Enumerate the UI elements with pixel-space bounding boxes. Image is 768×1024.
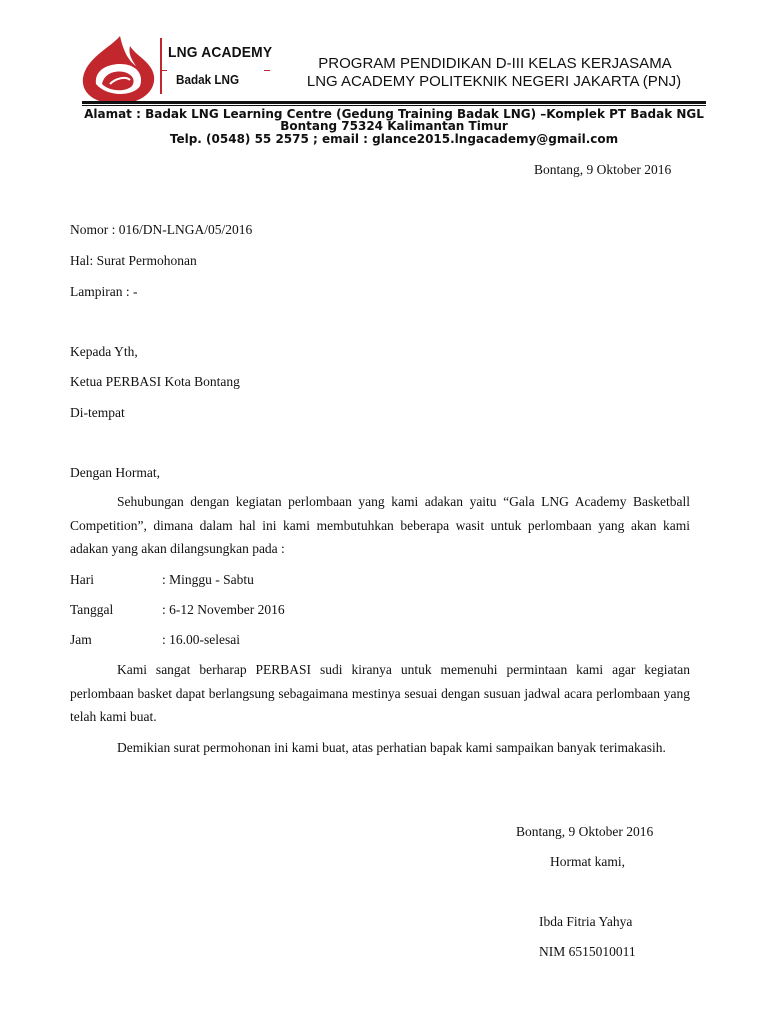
paragraph-request: Kami sangat berharap PERBASI sudi kiranya untuk memenuhi permintaan kami agar kegiatan perlombaan basket dapat berlangsung sebagaimana mestinya sesuai dengan susuan jadwal acara perlombaan yang telah kami buat. bbox=[70, 662, 690, 724]
recipient-greeting: Kepada Yth, bbox=[70, 344, 138, 359]
paragraph-closing: Demikian surat permohonan ini kami buat, atas perhatian bapak kami sampaikan banyak terimakasih. bbox=[117, 740, 666, 755]
schedule-value-date: : 6-12 November 2016 bbox=[162, 602, 285, 617]
header-rule-thick bbox=[82, 101, 706, 104]
header-rule-thin bbox=[82, 105, 706, 106]
org-title-line2: LNG ACADEMY POLITEKNIK NEGERI JAKARTA (PNJ) bbox=[306, 73, 682, 90]
letter-date: Bontang, 9 Oktober 2016 bbox=[534, 162, 672, 177]
letter-subject: Hal: Surat Permohonan bbox=[70, 253, 197, 268]
letter-attachment: Lampiran : - bbox=[70, 284, 138, 299]
letter-number: Nomor : 016/DN-LNGA/05/2016 bbox=[70, 222, 253, 237]
address-line1: Alamat : Badak LNG Learning Centre (Gedung Training Badak LNG) –Komplek PT Badak NGL bbox=[84, 107, 704, 121]
signature-date: Bontang, 9 Oktober 2016 bbox=[516, 824, 654, 839]
logo-title: LNG ACADEMY bbox=[168, 44, 273, 61]
recipient-place: Di-tempat bbox=[70, 405, 125, 420]
signer-name: Ibda Fitria Yahya bbox=[539, 914, 633, 929]
logo-subtitle: Badak LNG bbox=[176, 72, 240, 87]
paragraph-intro: Sehubungan dengan kegiatan perlombaan yang kami adakan yaitu “Gala LNG Academy Basketball Competition”, dimana dalam hal ini kami membutuhkan beberapa wasit untuk perlombaan yang akan kami adakan yang akan dilangsungkan pada : bbox=[70, 494, 690, 556]
schedule-value-time: : 16.00-selesai bbox=[162, 632, 240, 647]
salutation: Dengan Hormat, bbox=[70, 465, 160, 480]
schedule-label-time: Jam bbox=[70, 632, 92, 647]
signature-closing: Hormat kami, bbox=[550, 854, 625, 869]
schedule-value-day: : Minggu - Sabtu bbox=[162, 572, 254, 587]
schedule-label-date: Tanggal bbox=[70, 602, 114, 617]
address-line2: Bontang 75324 Kalimantan Timur bbox=[280, 119, 508, 133]
schedule-label-day: Hari bbox=[70, 572, 94, 587]
lng-academy-logo-icon bbox=[80, 34, 158, 106]
contact-line: Telp. (0548) 55 2575 ; email : glance2015.lngacademy@gmail.com bbox=[169, 132, 619, 146]
logo-accent-line bbox=[264, 70, 270, 71]
org-title-line1: PROGRAM PENDIDIKAN D-III KELAS KERJASAMA bbox=[318, 55, 672, 72]
logo-accent-line bbox=[162, 70, 167, 71]
signer-nim: NIM 6515010011 bbox=[539, 944, 636, 959]
recipient-name: Ketua PERBASI Kota Bontang bbox=[70, 374, 240, 389]
logo-divider bbox=[160, 38, 162, 94]
